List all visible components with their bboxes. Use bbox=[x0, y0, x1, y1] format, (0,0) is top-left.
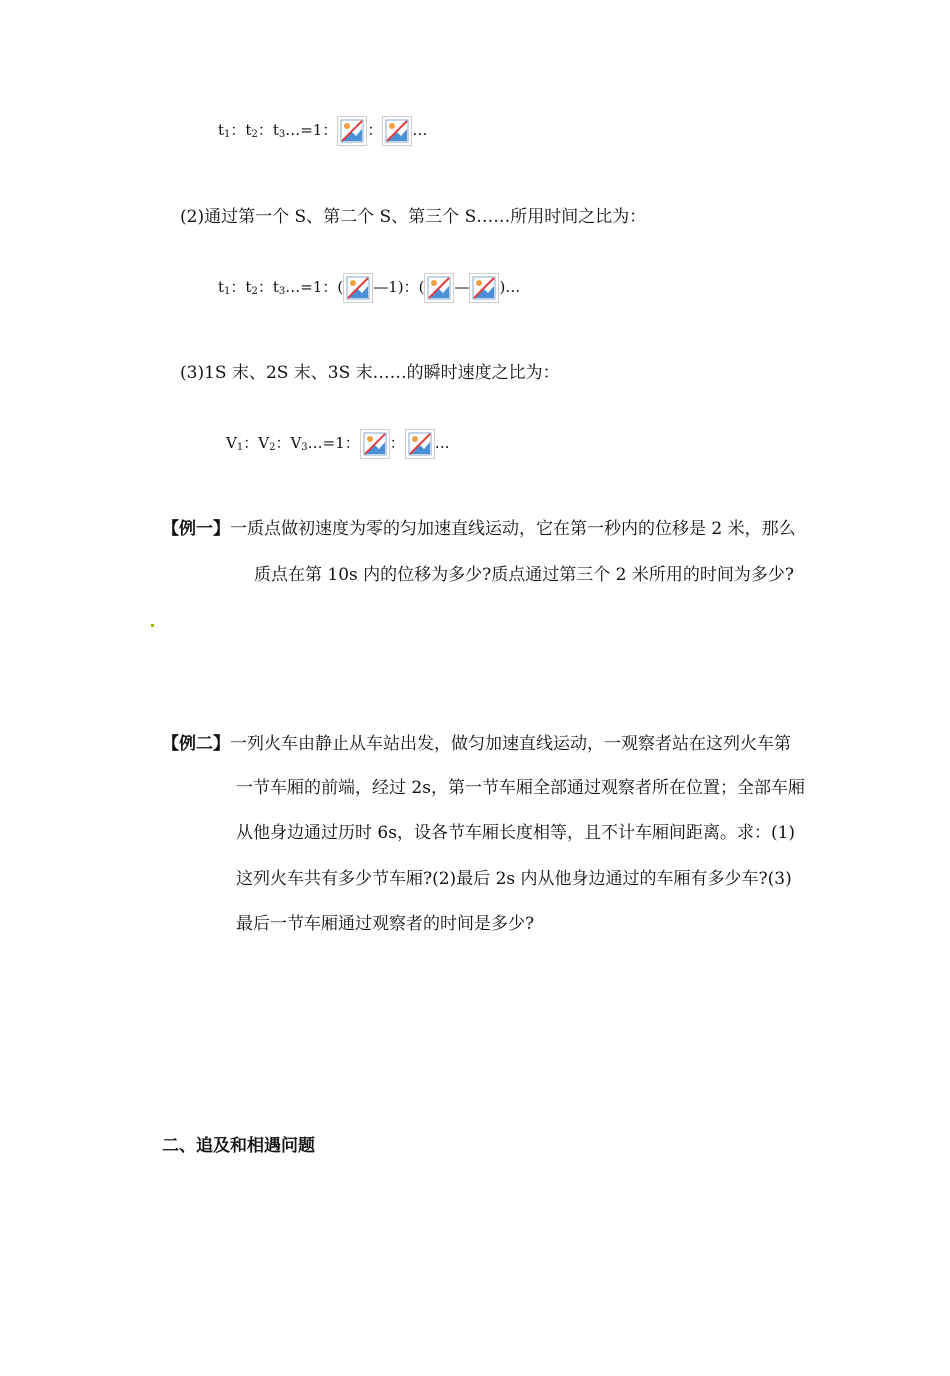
broken-image-icon bbox=[469, 273, 499, 303]
broken-image-icon bbox=[360, 429, 390, 459]
example-1-label: 【例一】 bbox=[162, 519, 230, 539]
example-2-line-1: 一列火车由静止从车站出发，做匀加速直线运动，一观察者站在这列火车第 bbox=[230, 734, 791, 754]
example-2-line-4: 这列火车共有多少节车厢?(2)最后 2s 内从他身边通过的车厢有多少车?(3) bbox=[236, 869, 792, 889]
formula-equal-distance-time-ratio: $t_1$：$t_2$：$t_3\dots=1$：( —1)：( — )… bbox=[218, 273, 520, 304]
example-1-line-1: 一质点做初速度为零的匀加速直线运动，它在第一秒内的位移是 2 米，那么 bbox=[230, 519, 796, 539]
example-2-line-3: 从他身边通过历时 6s，设各节车厢长度相等，且不计车厢间距离。求：(1) bbox=[236, 823, 796, 843]
broken-image-icon bbox=[405, 429, 435, 459]
section-2-title: 二、追及和相遇问题 bbox=[162, 1136, 315, 1156]
item-2-text: (2)通过第一个 S、第二个 S、第三个 S……所用时间之比为： bbox=[180, 207, 647, 227]
broken-image-icon bbox=[424, 273, 454, 303]
broken-image-icon bbox=[337, 116, 367, 146]
example-1 bbox=[162, 517, 796, 541]
broken-image-icon bbox=[382, 116, 412, 146]
example-2-line-5: 最后一节车厢通过观察者的时间是多少? bbox=[236, 914, 535, 934]
stray-dot bbox=[151, 624, 154, 627]
formula-velocity-ratio: $V_1$：$V_2$：$V_3\dots=1$： ： … bbox=[226, 429, 450, 460]
example-1-line-2: 质点在第 10s 内的位移为多少?质点通过第三个 2 米所用的时间为多少? bbox=[254, 565, 795, 585]
example-2 bbox=[162, 732, 791, 756]
item-3-text: (3)1S 末、2S 末、3S 末……的瞬时速度之比为： bbox=[180, 363, 560, 383]
broken-image-icon bbox=[343, 273, 373, 303]
example-2-line-2: 一节车厢的前端，经过 2s，第一节车厢全部通过观察者所在位置；全部车厢 bbox=[236, 778, 805, 798]
example-2-label: 【例二】 bbox=[162, 734, 230, 754]
formula-time-ratio: $t_1$：$t_2$：$t_3\dots=1$： ： … bbox=[218, 116, 427, 147]
